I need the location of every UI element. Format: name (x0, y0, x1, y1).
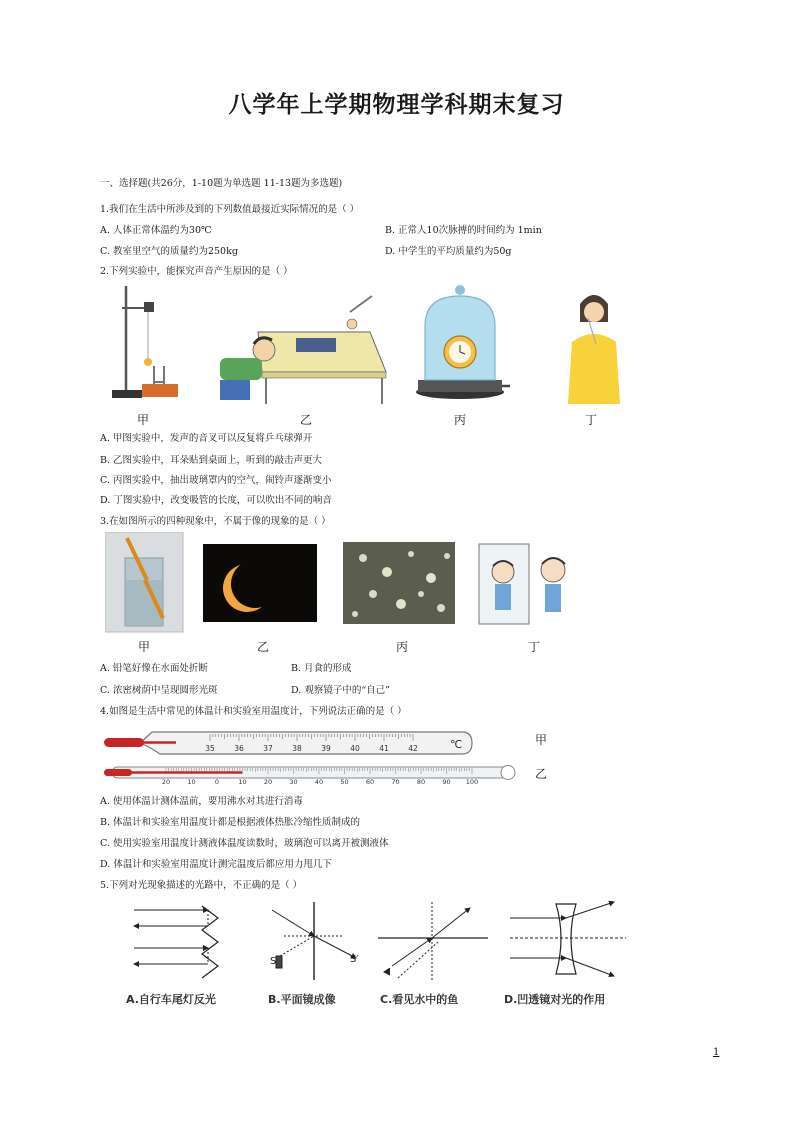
thermo1-tick-label: 39 (321, 744, 331, 753)
section-heading: 一、选择题(共26分，1-10题为单选题 11-13题为多选题) (100, 178, 343, 189)
q3-caption-ding: 丁 (527, 640, 540, 654)
lab-thermometer (104, 766, 515, 787)
reflector-diagram (134, 906, 218, 978)
q2-caption-bing: 丙 (453, 413, 466, 427)
q3-option-c: C. 浓密树荫中呈现圆形光斑 (100, 685, 218, 696)
q4-option-a: A. 使用体温计测体温前，要用沸水对其进行消毒 (100, 796, 303, 807)
girl-with-straw-illustration (568, 295, 620, 404)
thermo2-tick-label: 60 (365, 778, 375, 786)
q2-caption-ding: 丁 (584, 413, 597, 427)
q4-stem: 4.如图是生活中常见的体温计和实验室用温度计，下列说法正确的是（ ） (100, 706, 407, 717)
light-spots-photo (343, 542, 455, 624)
q4-option-d: D. 体温计和实验室用温度计测完温度后都应用力甩几下 (100, 859, 332, 870)
q5-caption-c: C.看见水中的鱼 (380, 993, 459, 1006)
thermo2-tick-label: 80 (416, 778, 426, 786)
fish-in-water-diagram (378, 902, 488, 980)
q5-caption-a: A.自行车尾灯反光 (126, 993, 216, 1006)
q3-caption-bing: 丙 (395, 640, 408, 654)
thermo1-tick-label: 36 (234, 744, 244, 753)
q5-label-s-prime: S′ (350, 954, 359, 965)
q4-thermometers-figure (100, 724, 560, 786)
q1-option-b: B. 正常人10次脉搏的时间约为 1min (385, 225, 542, 236)
q3-option-b: B. 月食的形成 (291, 663, 352, 674)
q2-figure (100, 282, 640, 410)
thermo2-tick-label: 20 (263, 778, 273, 786)
thermo1-tick-label: 35 (205, 744, 215, 753)
q2-option-a: A. 甲图实验中，发声的音叉可以反复将乒乓球弹开 (100, 433, 313, 444)
q2-caption-yi: 乙 (299, 413, 312, 427)
q2-option-c: C. 丙图实验中，抽出玻璃罩内的空气，闹铃声逐渐变小 (100, 475, 332, 486)
q3-option-a: A. 铅笔好像在水面处折断 (100, 663, 208, 674)
q5-caption-d: D.凹透镜对光的作用 (504, 993, 606, 1006)
bell-jar-alarm-illustration (416, 285, 510, 399)
q1-option-a: A. 人体正常体温约为30℃ (100, 225, 212, 236)
q2-option-b: B. 乙图实验中，耳朵贴到桌面上，听到的敲击声更大 (100, 455, 323, 466)
q3-caption-yi: 乙 (256, 640, 269, 654)
q4-label-jia: 甲 (534, 733, 547, 747)
q5-label-s: S (270, 956, 277, 967)
clinical-thermometer (104, 732, 472, 754)
concave-lens-diagram (510, 902, 626, 976)
q5-caption-b: B.平面镜成像 (268, 993, 336, 1006)
thermo2-tick-label: 30 (289, 778, 298, 786)
thermo1-tick-label: 38 (292, 744, 302, 753)
q1-option-d: D. 中学生的平均质量约为50g (385, 246, 512, 257)
q3-figure (105, 532, 585, 634)
q5-stem: 5.下列对光现象描述的光路中，不正确的是（ ） (100, 880, 303, 891)
thermo2-tick-label: 50 (340, 778, 349, 786)
q4-option-b: B. 体温计和实验室用温度计都是根据液体热胀冷缩性质制成的 (100, 817, 361, 828)
q4-option-c: C. 使用实验室用温度计测液体温度读数时，玻璃泡可以离开被测液体 (100, 838, 389, 849)
q5-light-paths-figure (120, 896, 640, 990)
thermo2-tick-label: 10 (187, 778, 196, 786)
q4-label-yi: 乙 (534, 767, 547, 781)
q1-option-c: C. 教室里空气的质量约为250kg (100, 246, 238, 257)
thermo1-tick-label: 40 (350, 744, 360, 753)
page-number: 1 (713, 1047, 720, 1058)
tuning-fork-experiment-illustration (112, 286, 178, 398)
pencil-in-water-photo (105, 532, 183, 632)
thermo2-tick-label: 40 (314, 778, 324, 786)
q1-stem: 1.我们在生活中所涉及到的下列数值最接近实际情况的是（ ） (100, 204, 360, 215)
thermo2-tick-label: 100 (465, 778, 479, 786)
q3-stem: 3.在如图所示的四种现象中，不属于像的现象的是（ ） (100, 516, 331, 527)
lunar-eclipse-photo (203, 544, 317, 622)
q2-option-d: D. 丁图实验中，改变吸管的长度，可以吹出不同的响音 (100, 495, 332, 506)
thermo2-tick-label: 70 (391, 778, 400, 786)
thermo1-tick-label: 37 (263, 744, 273, 753)
q3-caption-jia: 甲 (137, 640, 150, 654)
thermo2-tick-label: 10 (238, 778, 247, 786)
thermo1-tick-label: 41 (379, 744, 389, 753)
q2-caption-jia: 甲 (136, 413, 149, 427)
thermo2-tick-label: 90 (442, 778, 451, 786)
thermo2-tick-label: 20 (161, 778, 171, 786)
boy-in-mirror-illustration (479, 544, 565, 624)
ear-on-table-illustration (220, 296, 386, 404)
thermo1-tick-label: 42 (408, 744, 418, 753)
q3-option-d: D. 观察镜子中的“自己” (291, 685, 391, 696)
q2-stem: 2.下列实验中，能探究声音产生原因的是（ ） (100, 266, 293, 277)
plane-mirror-diagram (272, 902, 356, 980)
page-title: 八学年上学期物理学科期末复习 (228, 91, 565, 118)
thermo2-tick-label: 0 (214, 778, 220, 786)
thermo1-unit: ℃ (450, 738, 463, 751)
